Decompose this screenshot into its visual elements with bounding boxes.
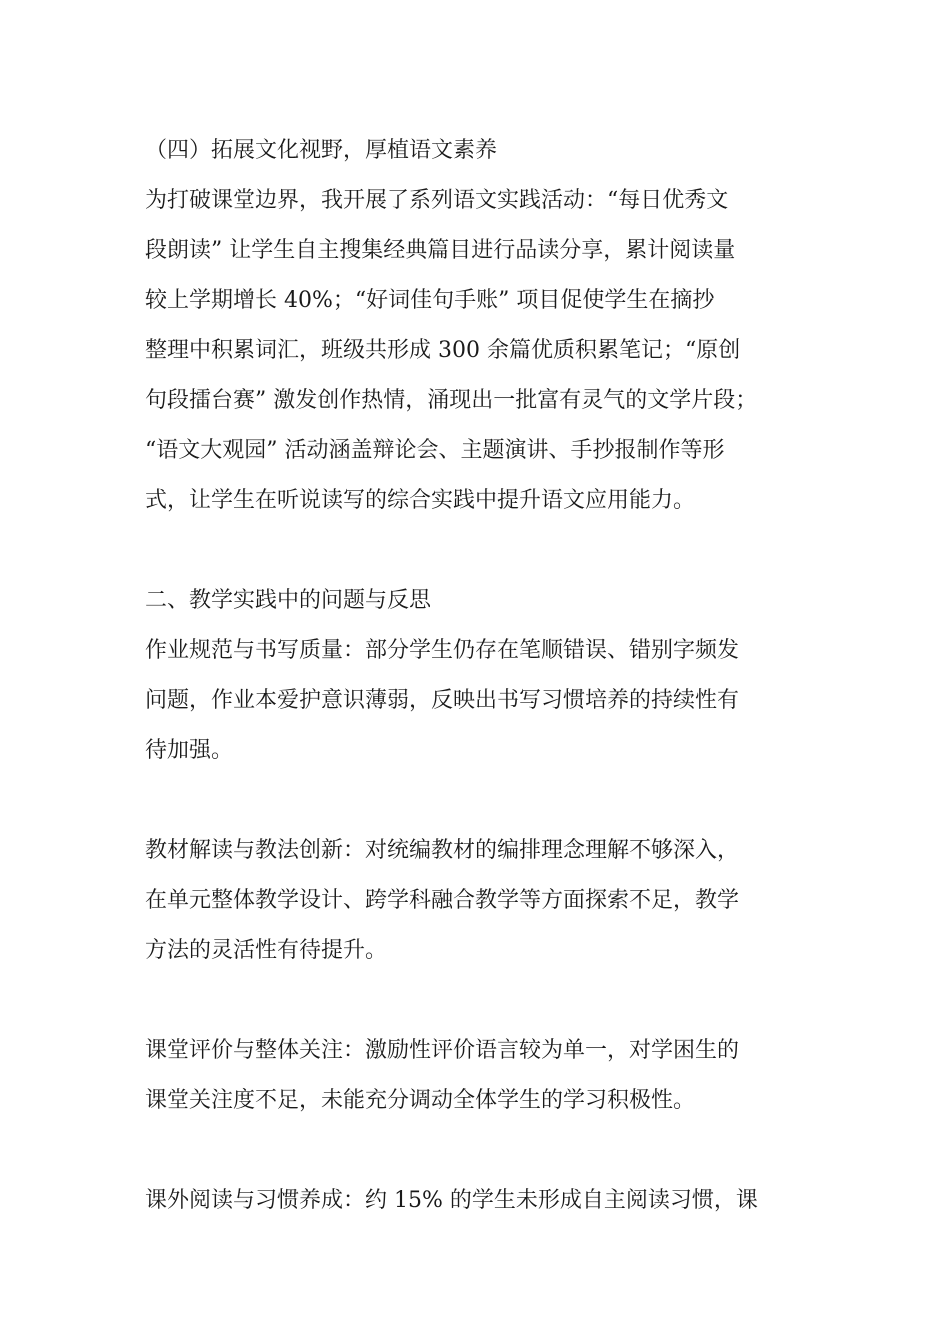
paragraph-line: 为打破课堂边界，我开展了系列语文实践活动：“每日优秀文 — [145, 188, 729, 213]
paragraph-line: 课堂评价与整体关注：激励性评价语言较为单一，对学困生的 — [145, 1038, 740, 1063]
paragraph-line: 式，让学生在听说读写的综合实践中提升语文应用能力。 — [145, 488, 696, 513]
paragraph-gap — [145, 526, 810, 576]
section-four-heading: （四）拓展文化视野，厚植语文素养 — [145, 138, 498, 163]
paragraph-line: 课堂关注度不足，未能充分调动全体学生的学习积极性。 — [145, 1088, 696, 1113]
paragraph-line: 较上学期增长 40%；“好词佳句手账” 项目促使学生在摘抄 — [145, 288, 715, 313]
paragraph-line: 段朗读” 让学生自主搜集经典篇目进行品读分享，累计阅读量 — [145, 238, 736, 263]
paragraph-line: 教材解读与教法创新：对统编教材的编排理念理解不够深入， — [145, 838, 740, 863]
paragraph-line: 作业规范与书写质量：部分学生仍存在笔顺错误、错别字频发 — [145, 638, 740, 663]
document-page — [145, 126, 810, 1226]
paragraph-gap — [145, 776, 810, 826]
paragraph-line: 待加强。 — [145, 738, 234, 763]
paragraph-line: 课外阅读与习惯养成：约 15% 的学生未形成自主阅读习惯，课 — [145, 1188, 758, 1213]
paragraph-line: 整理中积累词汇，班级共形成 300 余篇优质积累笔记；“原创 — [145, 338, 741, 363]
paragraph-line: “语文大观园” 活动涵盖辩论会、主题演讲、手抄报制作等形 — [145, 438, 725, 463]
paragraph-line: 句段擂台赛” 激发创作热情，涌现出一批富有灵气的文学片段； — [145, 388, 758, 413]
paragraph-line: 问题，作业本爱护意识薄弱，反映出书写习惯培养的持续性有 — [145, 688, 740, 713]
paragraph-gap — [145, 1126, 810, 1176]
paragraph-gap — [145, 976, 810, 1026]
paragraph-line: 方法的灵活性有待提升。 — [145, 938, 388, 963]
section-two-heading: 二、教学实践中的问题与反思 — [145, 588, 432, 613]
paragraph-line: 在单元整体教学设计、跨学科融合教学等方面探索不足，教学 — [145, 888, 740, 913]
